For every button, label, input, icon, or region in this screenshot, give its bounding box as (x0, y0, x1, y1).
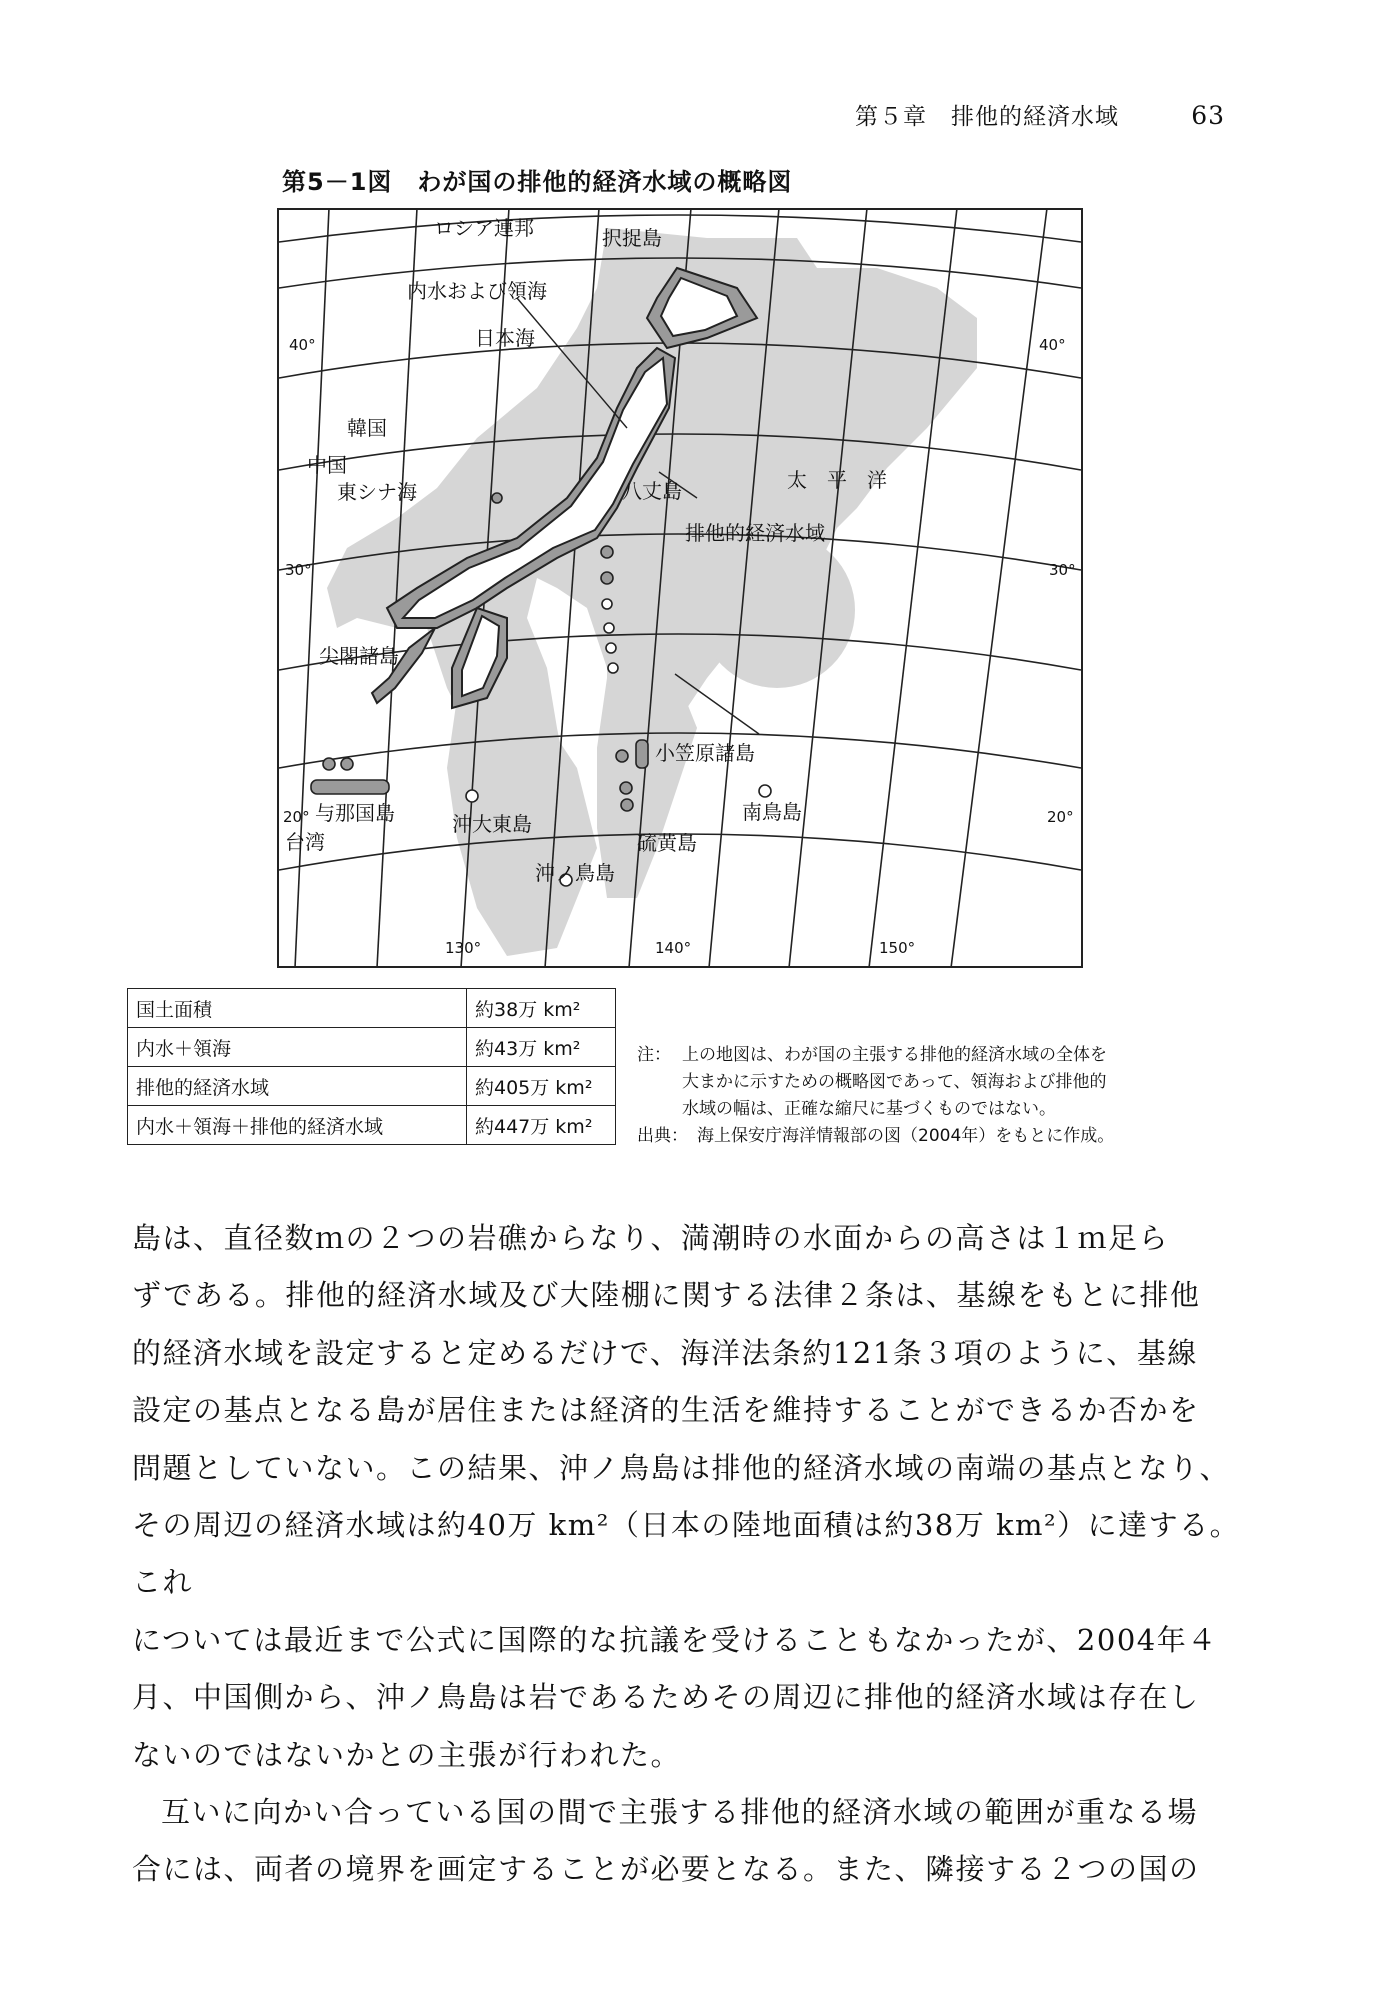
figure-title: 第5－1図 わが国の排他的経済水域の概略図 (282, 168, 793, 196)
lat-20-left: 20° (283, 808, 310, 826)
table-row (128, 1028, 616, 1067)
eez-map (277, 208, 1083, 968)
figure-notes (637, 1042, 1237, 1150)
paragraph-1 (132, 1210, 1252, 1784)
text-line: ないのではないかとの主張が行われた。 (132, 1737, 682, 1772)
label-iwo: 硫黄島 (637, 831, 697, 855)
lat-30-left: 30° (285, 561, 312, 579)
label-east-china-sea: 東シナ海 (337, 480, 417, 504)
lon-140: 140° (655, 939, 692, 957)
area-label: 国土面積 (128, 989, 467, 1028)
label-hachijo: 八丈島 (622, 479, 682, 503)
area-value: 約447万 km² (467, 1106, 616, 1145)
note-row (637, 1042, 1237, 1069)
label-minamitori: 南鳥島 (742, 800, 802, 824)
text-line: 互いに向かい合っている国の間で主張する排他的経済水域の範囲が重なる場 (161, 1795, 1199, 1830)
label-taiwan: 台湾 (285, 830, 325, 854)
label-okinotori: 沖ノ鳥島 (535, 861, 615, 885)
note-line: 水域の幅は、正確な縮尺に基づくものではない。 (682, 1099, 1056, 1119)
page-number: 63 (1191, 101, 1225, 130)
label-pacific: 太 平 洋 (787, 468, 887, 492)
label-okidaito: 沖大東島 (452, 812, 532, 836)
note-row (637, 1096, 1237, 1123)
label-inner-waters: 内水および領海 (407, 279, 547, 303)
table-row (128, 1067, 616, 1106)
label-eez: 排他的経済水域 (685, 521, 825, 545)
area-table (127, 988, 616, 1145)
source-tag: 出典： (637, 1126, 688, 1146)
label-yonaguni: 与那国島 (315, 801, 395, 825)
lat-30-right: 30° (1049, 561, 1076, 579)
label-ogasawara: 小笠原諸島 (655, 741, 755, 765)
text-line: 問題としていない。この結果、沖ノ鳥島は排他的経済水域の南端の基点となり、 (132, 1450, 1231, 1485)
lon-130: 130° (445, 939, 482, 957)
label-senkaku: 尖閣諸島 (319, 644, 399, 668)
area-value: 約405万 km² (467, 1067, 616, 1106)
body-text (132, 1210, 1252, 1899)
note-tag: 注： (637, 1045, 671, 1065)
label-sea-of-japan: 日本海 (475, 326, 535, 350)
lon-150: 150° (879, 939, 916, 957)
paragraph-2 (132, 1784, 1252, 1899)
label-etorofu: 択捉島 (602, 226, 662, 250)
text-line: その周辺の経済水域は約40万 km²（日本の陸地面積は約38万 km²）に達する。これ (132, 1508, 1241, 1600)
text-line: ずである。排他的経済水域及び大陸棚に関する法律２条は、基線をもとに排他 (132, 1278, 1201, 1313)
source-text: 海上保安庁海洋情報部の図（2004年）をもとに作成。 (697, 1126, 1115, 1146)
table-row (128, 989, 616, 1028)
text-line: 島は、直径数ｍの２つの岩礁からなり、満潮時の水面からの高さは１ｍ足ら (132, 1221, 1170, 1255)
note-line: 上の地図は、わが国の主張する排他的経済水域の全体を (682, 1045, 1107, 1065)
area-label: 排他的経済水域 (128, 1067, 467, 1106)
area-value: 約38万 km² (467, 989, 616, 1028)
lat-20-right: 20° (1047, 808, 1074, 826)
text-line: 合には、両者の境界を画定することが必要となる。また、隣接する２つの国の (132, 1852, 1200, 1887)
text-line: 的経済水域を設定すると定めるだけで、海洋法条約121条３項のように、基線 (132, 1335, 1198, 1370)
text-line: 設定の基点となる島が居住または経済的生活を維持することができるか否かを (132, 1393, 1200, 1428)
source-row (637, 1123, 1237, 1150)
lat-40-right: 40° (1039, 336, 1066, 354)
running-header (855, 98, 1225, 132)
area-label: 内水＋領海 (128, 1028, 467, 1067)
area-label: 内水＋領海＋排他的経済水域 (128, 1106, 467, 1145)
area-value: 約43万 km² (467, 1028, 616, 1067)
label-china: 中国 (307, 453, 347, 477)
note-row (637, 1069, 1237, 1096)
text-line: 月、中国側から、沖ノ鳥島は岩であるためその周辺に排他的経済水域は存在し (132, 1680, 1200, 1715)
label-russia: ロシア連邦 (434, 216, 534, 240)
note-line: 大まかに示すための概略図であって、領海および排他的 (682, 1072, 1107, 1092)
lat-40-left: 40° (289, 336, 316, 354)
table-row (128, 1106, 616, 1145)
chapter-title: 第５章 排他的経済水域 (855, 104, 1119, 130)
text-line: については最近まで公式に国際的な抗議を受けることもなかったが、2004年４ (132, 1622, 1218, 1657)
label-korea: 韓国 (347, 416, 387, 440)
